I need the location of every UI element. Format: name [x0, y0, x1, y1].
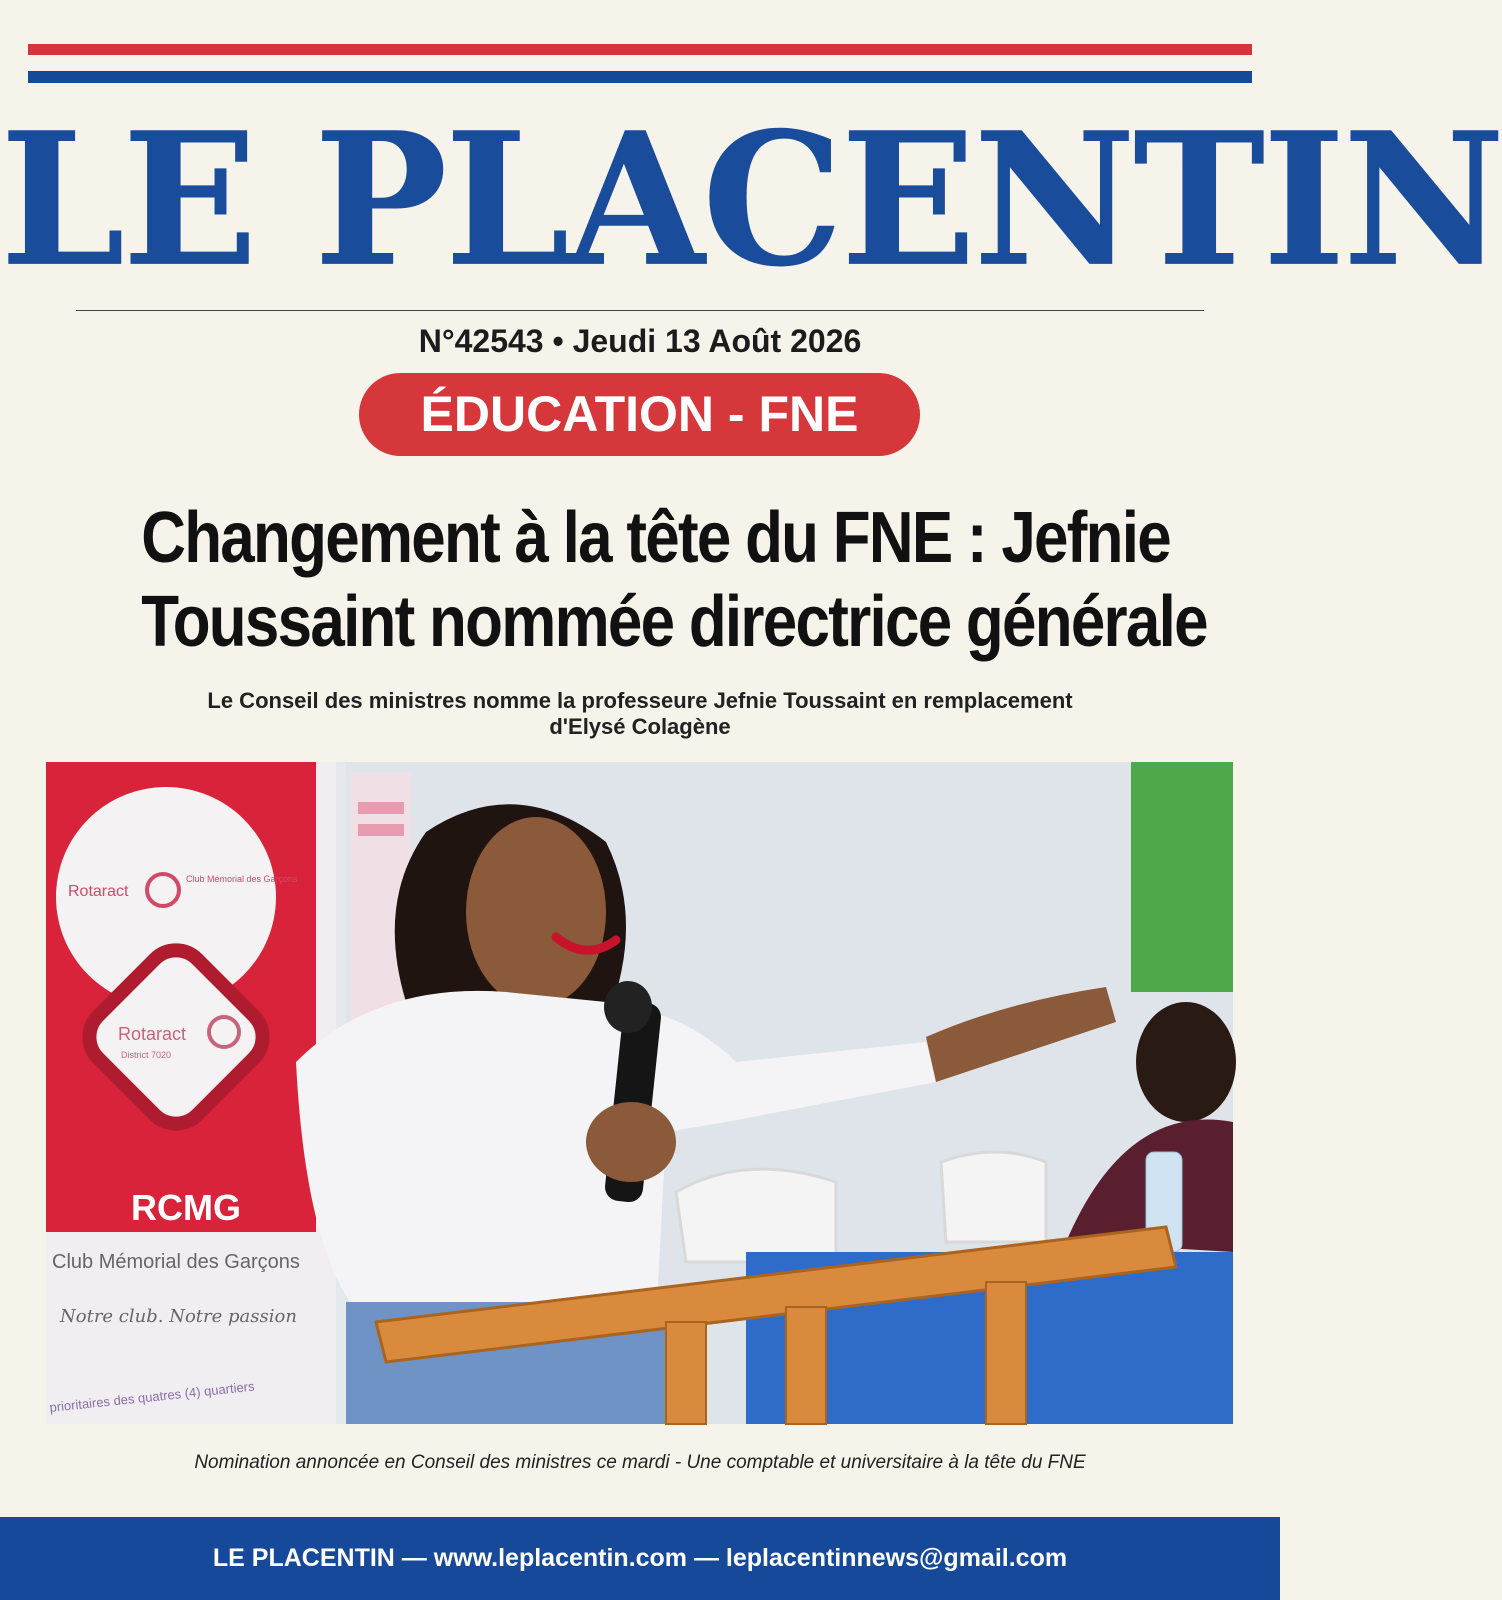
banner-logo-2: Rotaract: [118, 1024, 187, 1044]
lead-photo: [46, 762, 1233, 1424]
banner-logo-1: Rotaract: [68, 883, 129, 900]
banner-motto: Notre club. Notre passion: [60, 1306, 297, 1327]
photo-illustration: [46, 762, 1233, 1424]
top-red-rule: [28, 44, 1252, 55]
headline-line-1: Changement à la tête du FNE : Jefnie: [141, 498, 1170, 578]
top-blue-rule: [28, 71, 1252, 83]
speaker-face: [466, 817, 606, 1007]
banner-acronym: RCMG: [131, 1187, 241, 1228]
headline: [60, 496, 1220, 664]
subheadline-line-1: Le Conseil des ministres nomme la professeure Jefnie Toussaint en remplacement: [207, 688, 1073, 713]
headline-line-2: Toussaint nommée directrice générale: [141, 582, 1207, 662]
subheadline: [140, 688, 1140, 740]
banner-logo-1-sub: Club Mémorial des Garçons: [186, 874, 298, 884]
photo-caption: Nomination annoncée en Conseil des ministres ce mardi - Une comptable et universitaire à la tête du FNE: [194, 1452, 1086, 1473]
green-poster: [1131, 762, 1233, 992]
masthead-title: LE PLACENTIN: [0, 91, 1502, 308]
subheadline-line-2: d'Elysé Colagène: [549, 714, 731, 739]
chair: [676, 1169, 836, 1262]
masthead-divider: [76, 310, 1204, 311]
banner-logo-2-sub: District 7020: [121, 1050, 172, 1060]
banner-bottom-text: prioritaires des quatres (4) quartiers: [48, 1378, 256, 1415]
banner-club-name: Club Mémorial des Garçons: [52, 1251, 300, 1273]
issue-date-line: N°42543 • Jeudi 13 Août 2026: [418, 323, 862, 359]
section-badge: ÉDUCATION - FNE: [359, 373, 920, 456]
footer-bar: LE PLACENTIN — www.leplacentin.com — leplacentinnews@gmail.com: [0, 1517, 1280, 1600]
